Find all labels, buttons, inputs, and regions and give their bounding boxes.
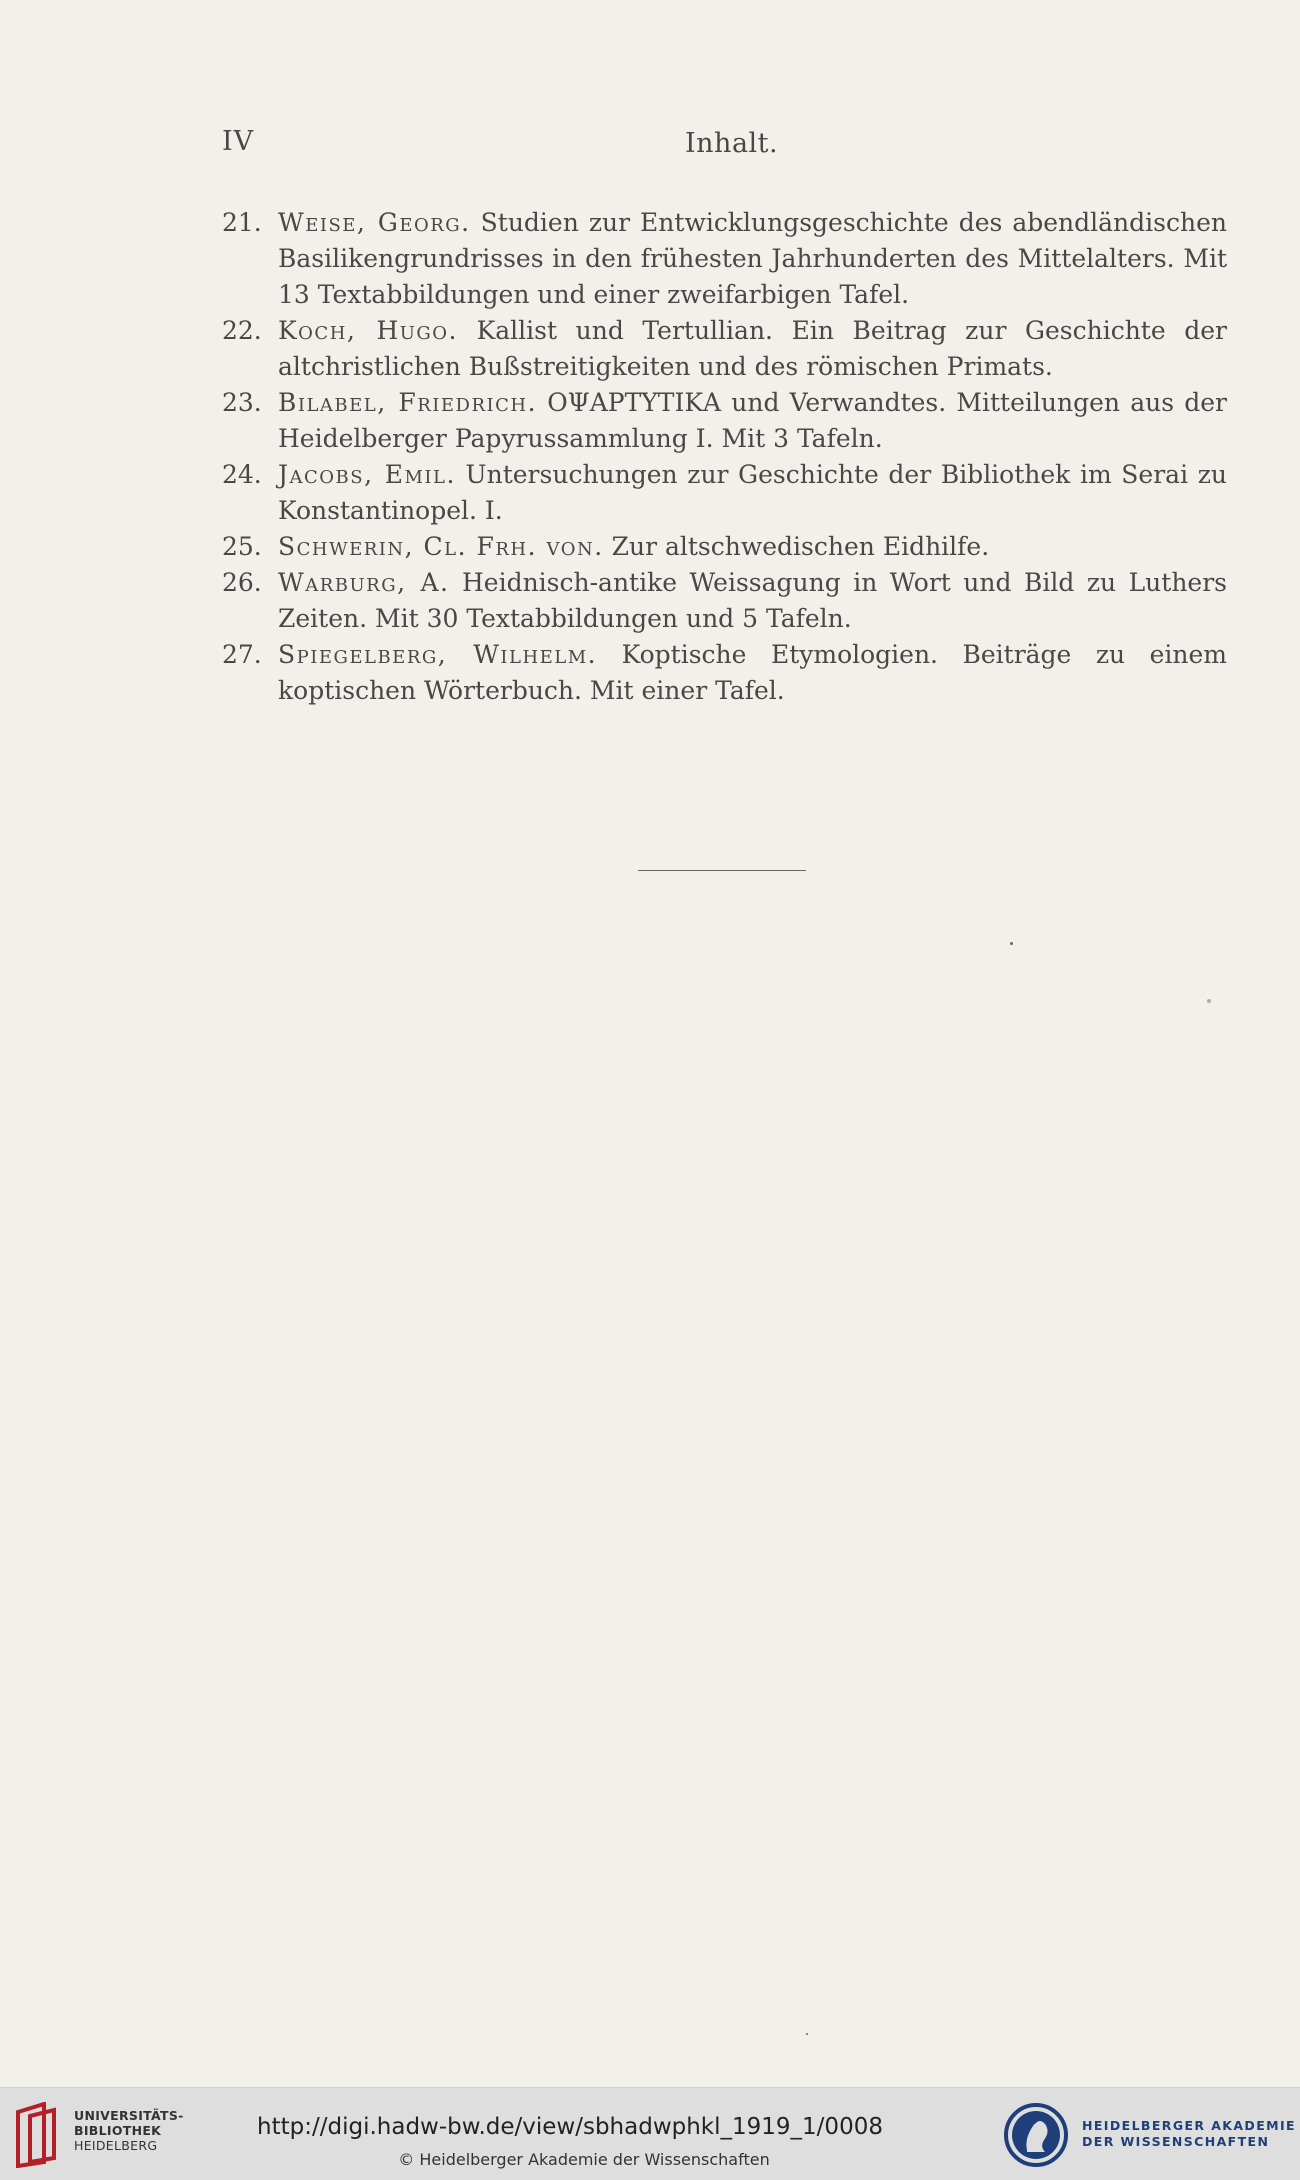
toc-entry xyxy=(222,637,1227,709)
entry-number: 24. xyxy=(222,460,262,489)
entry-author: Spiegelberg, Wilhelm. xyxy=(278,640,598,669)
entry-title: ΟΨΑΡΤΥΤΙΚΑ und Verwandtes. Mitteilungen aus der Heidelberger Papyrussammlung I. Mit 3 Tafeln. xyxy=(278,388,1227,453)
academy-seal-icon xyxy=(1003,2102,1069,2168)
entry-number: 21. xyxy=(222,208,262,237)
entry-author: Bilabel, Friedrich. xyxy=(278,388,538,417)
university-library-name: UNIVERSITÄTS- BIBLIOTHEK HEIDELBERG xyxy=(74,2108,184,2153)
permalink-url[interactable]: http://digi.hadw-bw.de/view/sbhadwphkl_1919_1/0008 xyxy=(257,2114,883,2140)
entry-title: Kallist und Tertullian. Ein Beitrag zur Geschichte der altchristlichen Bußstreitigkeiten und des römischen Primats. xyxy=(278,316,1227,381)
running-head: Inhalt. xyxy=(685,128,779,159)
toc-entry xyxy=(222,457,1227,529)
copyright-notice: © Heidelberger Akademie der Wissenschaften xyxy=(398,2150,770,2169)
entry-author: Warburg, A. xyxy=(278,568,450,597)
entry-title: Untersuchungen zur Geschichte der Bibliothek im Serai zu Konstantinopel. I. xyxy=(278,460,1227,525)
viewer-footer xyxy=(0,2087,1300,2180)
paper-speck xyxy=(1010,942,1013,945)
table-of-contents xyxy=(222,205,1227,709)
toc-entry xyxy=(222,565,1227,637)
toc-entry xyxy=(222,385,1227,457)
entry-number: 23. xyxy=(222,388,262,417)
entry-author: Weise, Georg. xyxy=(278,208,471,237)
paper-speck xyxy=(806,2033,808,2035)
entry-number: 27. xyxy=(222,640,262,669)
entry-number: 26. xyxy=(222,568,262,597)
toc-entry xyxy=(222,529,1227,565)
closing-rule xyxy=(638,870,806,871)
entry-number: 25. xyxy=(222,532,262,561)
entry-title: Studien zur Entwicklungsgeschichte des abendländischen Basilikengrundrisses in den frühesten Jahrhunderten des Mittelalters. Mit 13 Textabbildungen und einer zweifarbigen Tafel. xyxy=(278,208,1227,309)
entry-author: Koch, Hugo. xyxy=(278,316,458,345)
paper-speck xyxy=(1207,999,1211,1003)
entry-number: 22. xyxy=(222,316,262,345)
toc-entry xyxy=(222,313,1227,385)
entry-title: Koptische Etymologien. Beiträge zu einem koptischen Wörterbuch. Mit einer Tafel. xyxy=(278,640,1227,705)
entry-title: Heidnisch-antike Weissagung in Wort und Bild zu Luthers Zeiten. Mit 30 Textabbildungen und 5 Tafeln. xyxy=(278,568,1227,633)
entry-author: Schwerin, Cl. Frh. von. xyxy=(278,532,604,561)
entry-title: Zur altschwedischen Eidhilfe. xyxy=(611,532,990,561)
entry-author: Jacobs, Emil. xyxy=(278,460,456,489)
toc-entry xyxy=(222,205,1227,313)
academy-name: HEIDELBERGER AKADEMIE DER WISSENSCHAFTEN xyxy=(1082,2118,1296,2149)
page-number: IV xyxy=(222,126,255,157)
